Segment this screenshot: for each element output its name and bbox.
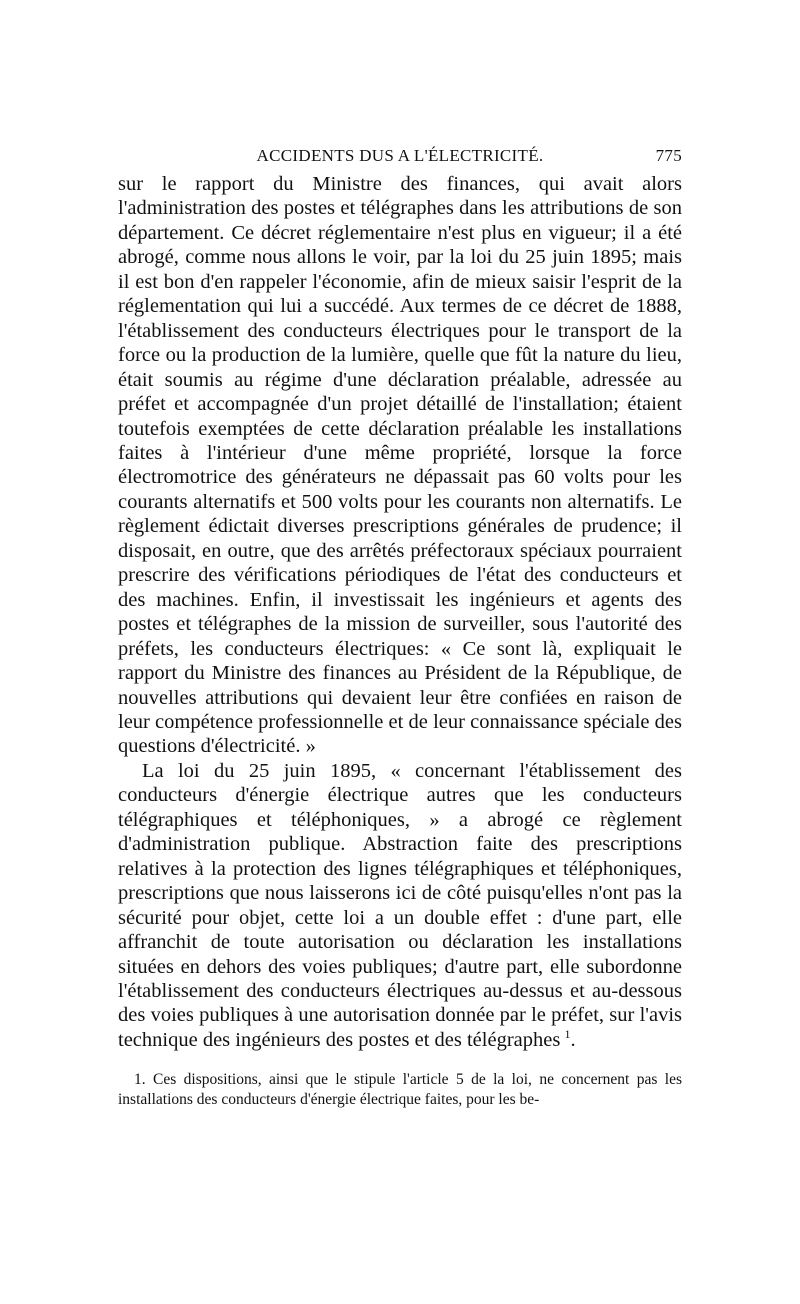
paragraph [118, 759, 682, 1052]
running-title: ACCIDENTS DUS A L'ÉLECTRICITÉ. [256, 146, 544, 165]
footnote-separator [118, 1052, 682, 1070]
paragraph-2-end: . [570, 1028, 576, 1051]
body-text [118, 172, 682, 1052]
paragraph-1-text: sur le rapport du Ministre des finances, qui avait alors l'administration des postes et télégraphes dans les attributions de son département. Ce décret réglementaire n'est plus en vigueur; il a été abrogé, comme nous allons le voir, par la loi du 25 juin 1895; mais il est bon d'en rappeler l'économie, afin de mieux saisir l'esprit de la réglementation qui lui a succédé. Aux termes de ce décret de 1888, l'établissement des conducteurs électriques pour le transport de la force ou la production de la lumière, quelle que fût la nature du lieu, était soumis au régime d'une déclaration préalable, adressée au préfet et accompagnée d'un projet détaillé de l'installation; étaient toutefois exemptées de cette déclaration préalable les installations faites à l'intérieur d'une même propriété, lorsque la force électromotrice des générateurs ne dépassait pas 60 volts pour les courants alternatifs et 500 volts pour les courants non alternatifs. Le règlement édictait diverses prescriptions générales de prudence; il disposait, en outre, que des arrêtés préfectoraux spéciaux pourraient prescrire des vérifications périodiques de l'état des conducteurs et des machines. Enfin, il investissait les ingénieurs et agents des postes et télégraphes de la mission de surveiller, sous l'autorité des préfets, les conducteurs électriques: « Ce sont là, expliquait le rapport du Ministre des finances au Président de la République, de nouvelles attributions qui devaient leur être confiées en raison de leur compétence professionnelle et de leur connaissance spéciale des questions d'électricité. » [118, 173, 682, 758]
paragraph-2-text: La loi du 25 juin 1895, « concernant l'établissement des conducteurs d'énergie électrique autres que les conducteurs télégraphiques et téléphoniques, » a abrogé ce règlement d'administration publique. Abstraction faite des prescriptions relatives à la protection des lignes télégraphiques et téléphoniques, prescriptions que nous laisserons ici de côté puisqu'elles n'ont pas la sécurité pour objet, cette loi a un double effet : d'une part, elle affranchit de toute autorisation ou déclaration les installations situées en dehors des voies publiques; d'autre part, elle subordonne l'établissement des conducteurs électriques au-dessus et au-dessous des voies publiques à une autorisation donnée par le préfet, sur l'avis technique des ingénieurs des postes et des télégraphes [118, 759, 682, 1051]
running-header [118, 142, 682, 172]
page-number: 775 [655, 146, 682, 165]
footnote-marker[interactable]: 1 [564, 1027, 571, 1042]
document-page [118, 142, 682, 1110]
paragraph [118, 172, 682, 759]
footnote: 1. Ces dispositions, ainsi que le stipule l'article 5 de la loi, ne concernent pas les installations des conducteurs d'énergie électrique faites, pour les be- [118, 1071, 682, 1109]
